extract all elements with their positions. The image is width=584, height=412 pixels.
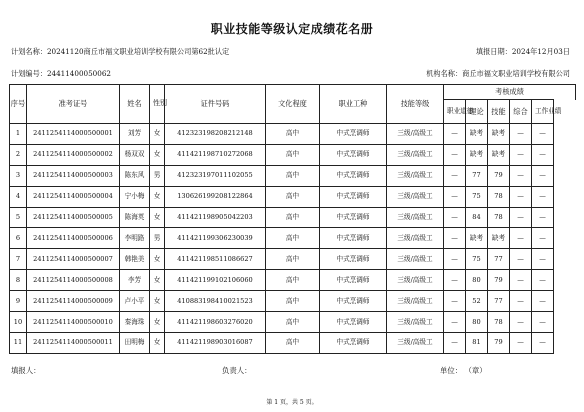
cell-work-performance: — <box>532 291 554 312</box>
header-scores-group: 考核成绩 <box>444 85 576 100</box>
cell-theory: 缺考 <box>466 124 488 145</box>
cell-ethics: — <box>444 332 466 353</box>
cell-job: 中式烹调师 <box>320 312 387 333</box>
cell-theory: 75 <box>466 186 488 207</box>
header-work-performance <box>532 100 562 124</box>
header-seq: 序号 <box>10 85 27 124</box>
cell-gender: 男 <box>150 165 165 186</box>
cell-comprehensive: — <box>510 312 532 333</box>
table-row <box>10 186 576 207</box>
cell-skill: 78 <box>488 312 510 333</box>
cell-seq: 8 <box>10 270 27 291</box>
cell-name: 卢小平 <box>120 291 150 312</box>
cell-education: 高中 <box>266 124 320 145</box>
cell-cert-no: 2411254114000500004 <box>27 186 120 207</box>
cell-level: 三级/高级工 <box>387 332 444 353</box>
cell-level: 三级/高级工 <box>387 207 444 228</box>
cell-comprehensive: — <box>510 165 532 186</box>
cell-level: 三级/高级工 <box>387 312 444 333</box>
cell-cert-no: 2411254114000500008 <box>27 270 120 291</box>
cell-seq: 10 <box>10 312 27 333</box>
cell-work-performance: — <box>532 124 554 145</box>
table-row <box>10 249 576 270</box>
table-row <box>10 270 576 291</box>
header-job: 职业工种 <box>320 85 387 124</box>
cell-ethics: — <box>444 144 466 165</box>
header-comprehensive: 综合 <box>510 100 532 124</box>
organization-name: 机构名称：商丘市福文职业培训学校有限公司 <box>426 69 570 78</box>
cell-seq: 3 <box>10 165 27 186</box>
plan-number: 计划编号：24411400050062 <box>11 69 111 78</box>
cell-level: 三级/高级工 <box>387 186 444 207</box>
cell-comprehensive: — <box>510 291 532 312</box>
filler-label: 填报人： <box>11 366 41 375</box>
cell-id-no: 412323197011102055 <box>165 165 266 186</box>
page-number: 第 1 页，共 5 页。 <box>266 399 318 406</box>
header-education: 文化程度 <box>266 85 320 124</box>
cell-job: 中式烹调师 <box>320 124 387 145</box>
header-skill: 技能 <box>488 100 510 124</box>
cell-comprehensive: — <box>510 332 532 353</box>
cell-name: 宁小梅 <box>120 186 150 207</box>
cell-comprehensive: — <box>510 249 532 270</box>
cell-work-performance: — <box>532 312 554 333</box>
table-row <box>10 228 576 249</box>
cell-comprehensive: — <box>510 270 532 291</box>
fill-date: 填报日期：2024年12月03日 <box>475 47 570 56</box>
cell-education: 高中 <box>266 312 320 333</box>
cell-seq: 2 <box>10 144 27 165</box>
header-id-no: 证件号码 <box>165 85 266 124</box>
cell-education: 高中 <box>266 291 320 312</box>
table-row <box>10 165 576 186</box>
cell-seq: 9 <box>10 291 27 312</box>
cell-id-no: 412323198208212148 <box>165 124 266 145</box>
cell-seq: 11 <box>10 332 27 353</box>
cell-cert-no: 2411254114000500011 <box>27 332 120 353</box>
cell-job: 中式烹调师 <box>320 144 387 165</box>
cell-gender: 女 <box>150 207 165 228</box>
header-ethics-label: 职业道德 <box>447 107 474 116</box>
cell-education: 高中 <box>266 144 320 165</box>
cell-work-performance: — <box>532 165 554 186</box>
cell-ethics: — <box>444 228 466 249</box>
cell-comprehensive: — <box>510 186 532 207</box>
cell-cert-no: 2411254114000500003 <box>27 165 120 186</box>
cell-theory: 缺考 <box>466 144 488 165</box>
cell-level: 三级/高级工 <box>387 228 444 249</box>
header-theory: 理论 <box>466 100 488 124</box>
score-roster-table <box>9 84 576 354</box>
table-row <box>10 332 576 353</box>
cell-name: 陈东风 <box>120 165 150 186</box>
cell-skill: 77 <box>488 291 510 312</box>
cell-id-no: 411421198511086627 <box>165 249 266 270</box>
cell-ethics: — <box>444 312 466 333</box>
cell-name: 李芳 <box>120 270 150 291</box>
cell-skill: 缺考 <box>488 144 510 165</box>
cell-ethics: — <box>444 249 466 270</box>
cell-name: 李明路 <box>120 228 150 249</box>
header-name: 姓名 <box>120 85 150 124</box>
cell-level: 三级/高级工 <box>387 270 444 291</box>
cell-id-no: 130626199208122864 <box>165 186 266 207</box>
cell-cert-no: 2411254114000500009 <box>27 291 120 312</box>
cell-cert-no: 2411254114000500010 <box>27 312 120 333</box>
cell-education: 高中 <box>266 165 320 186</box>
cell-comprehensive: — <box>510 207 532 228</box>
cell-education: 高中 <box>266 228 320 249</box>
cell-id-no: 411421198710272068 <box>165 144 266 165</box>
table-body <box>10 124 576 354</box>
cell-gender: 女 <box>150 332 165 353</box>
header-work-label: 工作业绩 <box>535 107 562 116</box>
table-row <box>10 312 576 333</box>
cell-gender: 女 <box>150 291 165 312</box>
header-level: 技能等级 <box>387 85 444 124</box>
header-ethics <box>444 100 474 124</box>
cell-work-performance: — <box>532 186 554 207</box>
cell-job: 中式烹调师 <box>320 165 387 186</box>
cell-level: 三级/高级工 <box>387 144 444 165</box>
cell-job: 中式烹调师 <box>320 228 387 249</box>
cell-skill: 缺考 <box>488 228 510 249</box>
cell-education: 高中 <box>266 186 320 207</box>
cell-skill: 79 <box>488 165 510 186</box>
leader-label: 负责人： <box>222 366 252 375</box>
cell-comprehensive: — <box>510 144 532 165</box>
cell-gender: 女 <box>150 312 165 333</box>
cell-job: 中式烹调师 <box>320 332 387 353</box>
header-cert-no: 准考证号 <box>27 85 120 124</box>
cell-level: 三级/高级工 <box>387 249 444 270</box>
cell-ethics: — <box>444 165 466 186</box>
cell-work-performance: — <box>532 144 554 165</box>
cell-skill: 缺考 <box>488 124 510 145</box>
cell-name: 田明梅 <box>120 332 150 353</box>
cell-cert-no: 2411254114000500002 <box>27 144 120 165</box>
cell-cert-no: 2411254114000500006 <box>27 228 120 249</box>
cell-skill: 78 <box>488 186 510 207</box>
cell-seq: 5 <box>10 207 27 228</box>
cell-skill: 78 <box>488 207 510 228</box>
cell-work-performance: — <box>532 207 554 228</box>
cell-education: 高中 <box>266 207 320 228</box>
cell-seq: 6 <box>10 228 27 249</box>
cell-seq: 4 <box>10 186 27 207</box>
cell-level: 三级/高级工 <box>387 291 444 312</box>
cell-ethics: — <box>444 207 466 228</box>
cell-name: 杨双双 <box>120 144 150 165</box>
cell-theory: 80 <box>466 312 488 333</box>
cell-gender: 女 <box>150 124 165 145</box>
table-row <box>10 144 576 165</box>
cell-theory: 80 <box>466 270 488 291</box>
cell-name: 秦海珠 <box>120 312 150 333</box>
cell-education: 高中 <box>266 332 320 353</box>
cell-education: 高中 <box>266 270 320 291</box>
cell-theory: 缺考 <box>466 228 488 249</box>
cell-job: 中式烹调师 <box>320 249 387 270</box>
header-gender <box>150 85 165 124</box>
cell-gender: 男 <box>150 228 165 249</box>
cell-ethics: — <box>444 270 466 291</box>
cell-job: 中式烹调师 <box>320 207 387 228</box>
plan-name: 计划名称：20241120商丘市福文职业培训学校有限公司第62批认定 <box>11 47 230 56</box>
cell-comprehensive: — <box>510 228 532 249</box>
cell-gender: 女 <box>150 270 165 291</box>
cell-theory: 52 <box>466 291 488 312</box>
table-row <box>10 291 576 312</box>
cell-ethics: — <box>444 186 466 207</box>
cell-gender: 女 <box>150 186 165 207</box>
cell-work-performance: — <box>532 332 554 353</box>
cell-ethics: — <box>444 291 466 312</box>
cell-ethics: — <box>444 124 466 145</box>
cell-work-performance: — <box>532 228 554 249</box>
table-row <box>10 124 576 145</box>
cell-id-no: 410883198410021523 <box>165 291 266 312</box>
cell-name: 刘芳 <box>120 124 150 145</box>
table-row <box>10 207 576 228</box>
cell-gender: 女 <box>150 144 165 165</box>
cell-seq: 7 <box>10 249 27 270</box>
cell-seq: 1 <box>10 124 27 145</box>
cell-work-performance: — <box>532 270 554 291</box>
cell-id-no: 411421198903016087 <box>165 332 266 353</box>
cell-theory: 75 <box>466 249 488 270</box>
cell-id-no: 411421199306230039 <box>165 228 266 249</box>
cell-cert-no: 2411254114000500005 <box>27 207 120 228</box>
cell-job: 中式烹调师 <box>320 270 387 291</box>
cell-comprehensive: — <box>510 124 532 145</box>
cell-id-no: 411421198603276020 <box>165 312 266 333</box>
cell-education: 高中 <box>266 249 320 270</box>
header-gender-label: 性别 <box>153 99 167 108</box>
cell-job: 中式烹调师 <box>320 186 387 207</box>
cell-theory: 84 <box>466 207 488 228</box>
cell-theory: 77 <box>466 165 488 186</box>
cell-skill: 79 <box>488 270 510 291</box>
cell-name: 韩艳美 <box>120 249 150 270</box>
cell-cert-no: 2411254114000500007 <box>27 249 120 270</box>
cell-job: 中式烹调师 <box>320 291 387 312</box>
cell-id-no: 411421199102106060 <box>165 270 266 291</box>
cell-level: 三级/高级工 <box>387 124 444 145</box>
cell-gender: 女 <box>150 249 165 270</box>
cell-name: 陈海英 <box>120 207 150 228</box>
cell-id-no: 411421198905042203 <box>165 207 266 228</box>
cell-level: 三级/高级工 <box>387 165 444 186</box>
unit-label: 单位： （章） <box>440 366 487 375</box>
cell-cert-no: 2411254114000500001 <box>27 124 120 145</box>
cell-work-performance: — <box>532 249 554 270</box>
cell-skill: 79 <box>488 332 510 353</box>
document-title: 职业技能等级认定成绩花名册 <box>210 22 374 36</box>
cell-theory: 81 <box>466 332 488 353</box>
cell-skill: 77 <box>488 249 510 270</box>
